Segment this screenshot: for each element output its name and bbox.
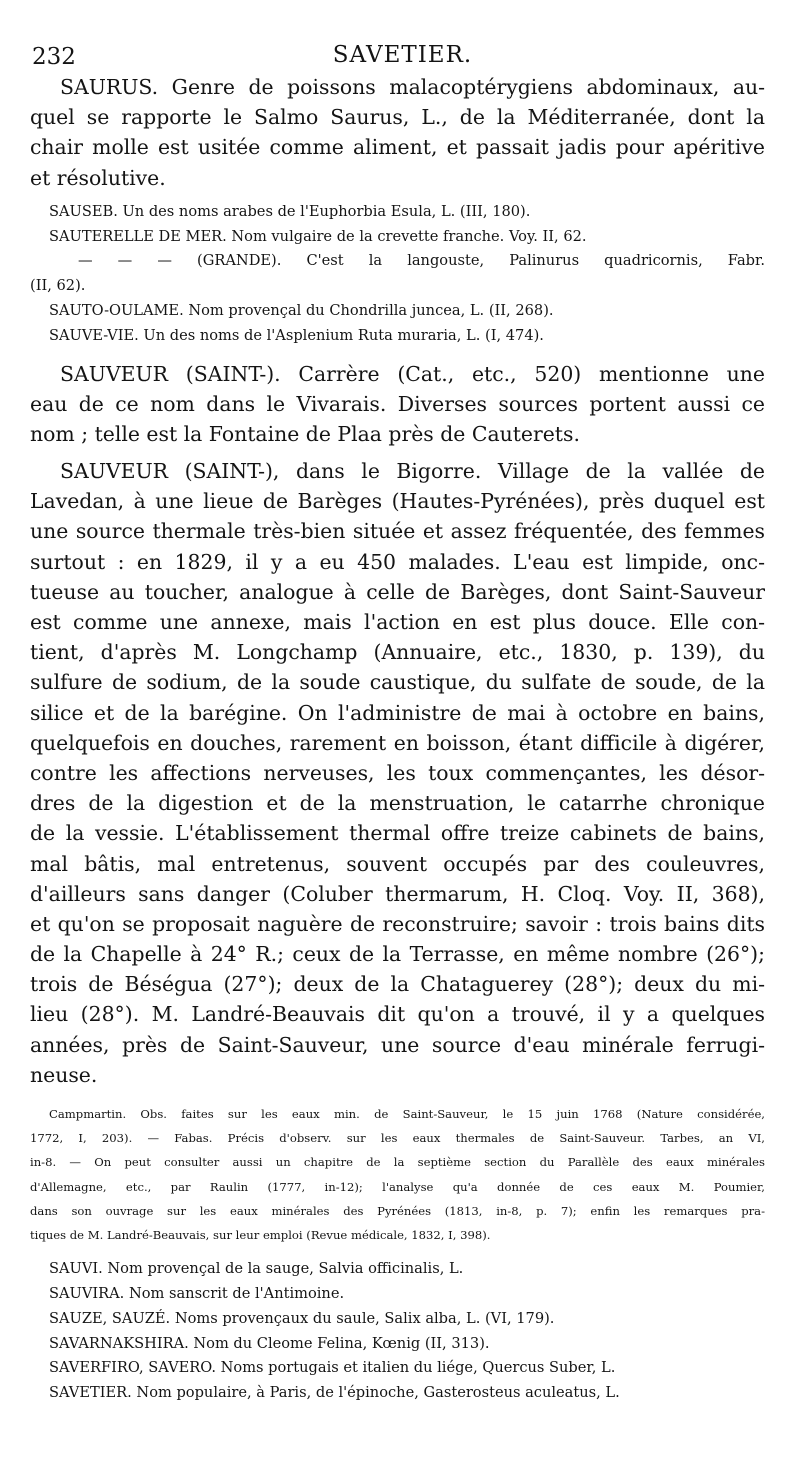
page-number: 232 bbox=[32, 44, 76, 70]
text-line: SAUZE, SAUZÉ. Noms provençaux du saule, Salix alba, L. (VI, 179). bbox=[49, 1309, 555, 1327]
text-line: d'Allemagne, etc., par Raulin (1777, in-12); l'analyse qu'a donnée de ces eaux M. Poumier, bbox=[30, 1179, 765, 1194]
text-line: eau de ce nom dans le Vivarais. Diverses sources portent aussi ce bbox=[30, 391, 765, 416]
text-line: (II, 62). bbox=[30, 277, 86, 295]
page-body bbox=[30, 72, 765, 1406]
text-line: Campmartin. Obs. faites sur les eaux min. de Saint-Sauveur, le 15 juin 1768 (Nature considérée, bbox=[49, 1107, 765, 1122]
text-line: années, près de Saint-Sauveur, une source d'eau minérale ferrugi- bbox=[30, 1032, 765, 1057]
text-line: neuse. bbox=[30, 1062, 98, 1087]
text-line: in-8. — On peut consulter aussi un chapitre de la septième section du Parallèle des eaux minérales bbox=[30, 1155, 765, 1170]
text-line: mal bâtis, mal entretenus, souvent occupés par des couleuvres, bbox=[30, 851, 765, 876]
text-line: Lavedan, à une lieue de Barèges (Hautes-Pyrénées), près duquel est bbox=[30, 489, 765, 514]
running-title: SAVETIER. bbox=[332, 42, 473, 68]
text-line: dans son ouvrage sur les eaux minérales des Pyrénées (1813, in-8, p. 7); enfin les remarques pra- bbox=[30, 1203, 765, 1218]
text-line: SAVERFIRO, SAVERO. Noms portugais et italien du liége, Quercus Suber, L. bbox=[49, 1359, 616, 1377]
text-line: quel se rapporte le Salmo Saurus, L., de la Méditerranée, dont la bbox=[30, 105, 765, 130]
page-header bbox=[30, 40, 775, 74]
text-line: tueuse au toucher, analogue à celle de Barèges, dont Saint-Sauveur bbox=[30, 579, 765, 604]
entries-group-b bbox=[30, 1257, 765, 1406]
text-line: nom ; telle est la Fontaine de Plaa près de Cauterets. bbox=[30, 421, 580, 446]
text-line: chair molle est usitée comme aliment, et passait jadis pour apéritive bbox=[30, 135, 765, 160]
text-line: SAVETIER. Nom populaire, à Paris, de l'épinoche, Gasterosteus aculeatus, L. bbox=[49, 1384, 620, 1402]
text-line: de la vessie. L'établissement thermal offre treize cabinets de bains, bbox=[30, 821, 765, 846]
text-line: et résolutive. bbox=[30, 165, 166, 190]
text-line: SAUVI. Nom provençal de la sauge, Salvia officinalis, L. bbox=[49, 1260, 464, 1278]
text-line: 1772, I, 203). — Fabas. Précis d'observ. sur les eaux thermales de Saint-Sauveur. Tarbes, an VI, bbox=[30, 1131, 765, 1146]
text-line: silice et de la barégine. On l'administre de mai à octobre en bains, bbox=[30, 700, 765, 725]
text-line: SAUVEUR (SAINT-). Carrère (Cat., etc., 520) mentionne une bbox=[60, 361, 765, 386]
text-line: une source thermale très-bien située et assez fréquentée, des femmes bbox=[30, 519, 765, 544]
text-line: de la Chapelle à 24° R.; ceux de la Terrasse, en même nombre (26°); bbox=[30, 942, 765, 967]
entries-group-a bbox=[30, 200, 765, 349]
text-line: — — — (GRANDE). C'est la langouste, Palinurus quadricornis, Fabr. bbox=[78, 252, 765, 270]
bibliography-note bbox=[30, 1102, 765, 1247]
text-line: contre les affections nerveuses, les toux commençantes, les désor- bbox=[30, 760, 765, 785]
text-line: SAUVIRA. Nom sanscrit de l'Antimoine. bbox=[49, 1284, 345, 1302]
text-line: tient, d'après M. Longchamp (Annuaire, etc., 1830, p. 139), du bbox=[30, 640, 765, 665]
entry-sauveur-bigorre bbox=[30, 456, 765, 1090]
text-line: SAVARNAKSHIRA. Nom du Cleome Felina, Kœnig (II, 313). bbox=[49, 1334, 490, 1352]
text-line: SAUVEUR (SAINT-), dans le Bigorre. Village de la vallée de bbox=[60, 459, 765, 484]
text-line: sulfure de sodium, de la soude caustique, du sulfate de soude, de la bbox=[30, 670, 765, 695]
text-line: SAURUS. Genre de poissons malacoptérygiens abdominaux, au- bbox=[60, 75, 765, 99]
text-line: trois de Béségua (27°); deux de la Chataguerey (28°); deux du mi- bbox=[30, 972, 765, 997]
entry-saurus bbox=[30, 72, 765, 193]
text-line: SAUSEB. Un des noms arabes de l'Euphorbia Esula, L. (III, 180). bbox=[49, 202, 531, 220]
text-line: SAUVE-VIE. Un des noms de l'Asplenium Ruta muraria, L. (I, 474). bbox=[49, 326, 544, 344]
text-line: est comme une annexe, mais l'action en est plus douce. Elle con- bbox=[30, 610, 765, 635]
text-line: dres de la digestion et de la menstruation, le catarrhe chronique bbox=[30, 791, 765, 816]
text-line: et qu'on se proposait naguère de reconstruire; savoir : trois bains dits bbox=[30, 911, 765, 936]
text-line: quelquefois en douches, rarement en boisson, étant difficile à digérer, bbox=[30, 730, 765, 755]
text-line: SAUTO-OULAME. Nom provençal du Chondrilla juncea, L. (II, 268). bbox=[49, 301, 554, 319]
text-line: SAUTERELLE DE MER. Nom vulgaire de la crevette franche. Voy. II, 62. bbox=[49, 227, 587, 245]
text-line: surtout : en 1829, il y a eu 450 malades. L'eau est limpide, onc- bbox=[30, 549, 765, 574]
text-line: lieu (28°). M. Landré-Beauvais dit qu'on a trouvé, il y a quelques bbox=[30, 1002, 765, 1027]
entry-sauveur-vivarais bbox=[30, 359, 765, 450]
text-line: d'ailleurs sans danger (Coluber thermarum, H. Cloq. Voy. II, 368), bbox=[30, 881, 765, 906]
text-line: tiques de M. Landré-Beauvais, sur leur emploi (Revue médicale, 1832, I, 398). bbox=[30, 1227, 491, 1242]
